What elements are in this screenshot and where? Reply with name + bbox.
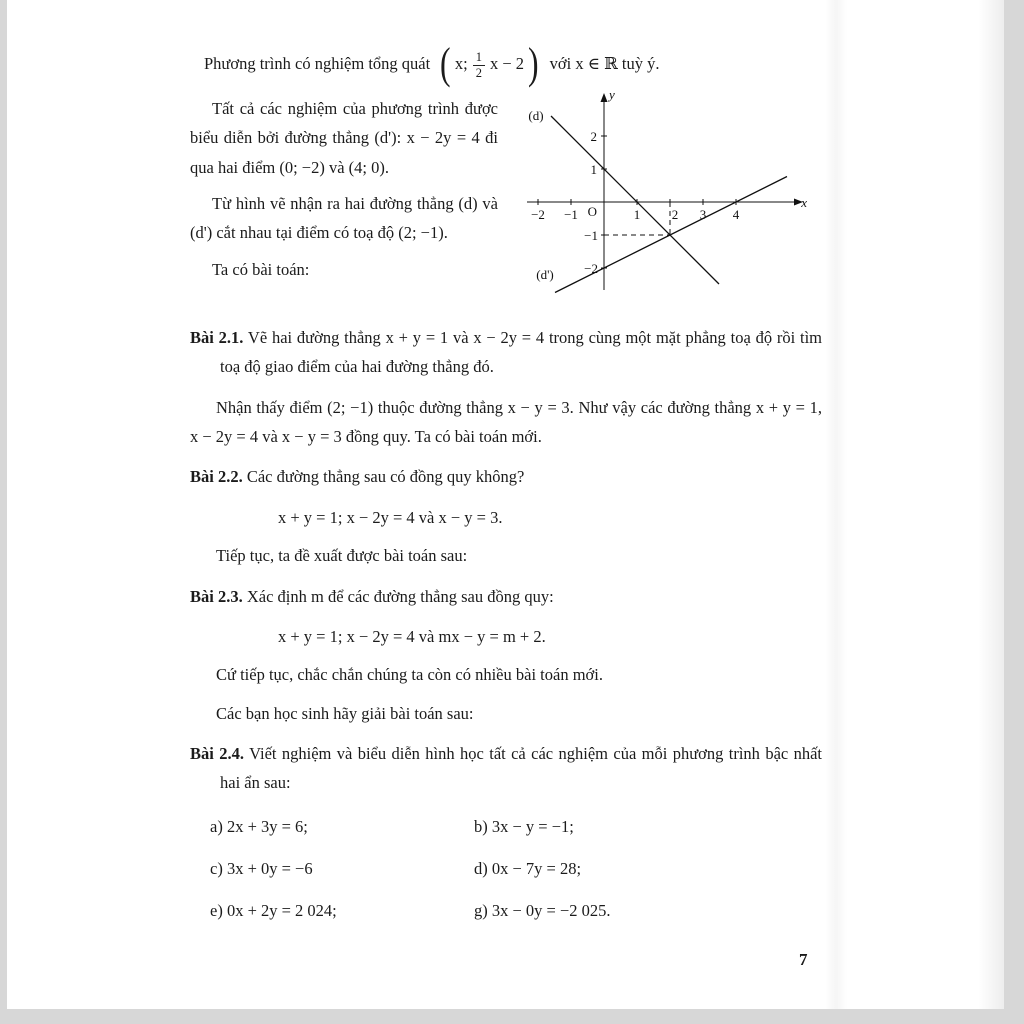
problem-2-4-equation-list	[190, 812, 822, 926]
problem-2-2-equations: x + y = 1; x − 2y = 4 và x − y = 3.	[278, 507, 503, 527]
line-d-label: (d)	[528, 108, 544, 123]
close-paren: )	[528, 39, 539, 88]
scan-edge-shadow	[978, 0, 1004, 1009]
problem-2-1	[190, 323, 822, 382]
page-number: 7	[799, 950, 808, 969]
fraction-denominator: 2	[475, 65, 482, 80]
remark-paragraph: Tiếp tục, ta đề xuất được bài toán sau:	[216, 546, 468, 566]
remark-paragraph: Nhận thấy điểm (2; −1) thuộc đường thẳng x − y = 3. Như vậy các đường thẳng x + y = 1, x − 2y = 4 và x − y = 3 đồng quy. Ta có bài toán mới.	[190, 397, 822, 447]
equation-item-d: d) 0x − 7y = 28;	[474, 859, 582, 879]
problem-2-3-equations: x + y = 1; x − 2y = 4 và mx − y = m + 2.	[278, 626, 546, 646]
text-and-figure-row	[190, 87, 822, 312]
paragraph: Tất cả các nghiệm của phương trình được biểu diễn bởi đường thẳng (d'): x − 2y = 4 đi qua hai điểm (0; −2) và (4; 0).	[190, 99, 498, 177]
problem-2-3-text: Xác định m để các đường thẳng sau đồng quy:	[246, 586, 554, 606]
paragraph: Từ hình vẽ nhận ra hai đường thẳng (d) và (d') cắt nhau tại điểm có toạ độ (2; −1).	[190, 194, 498, 243]
remark-paragraph: Cứ tiếp tục, chắc chắn chúng ta còn có nhiều bài toán mới.	[216, 665, 603, 685]
remark-paragraph: Các bạn học sinh hãy giải bài toán sau:	[216, 703, 474, 723]
problem-2-2-text: Các đường thẳng sau có đồng quy không?	[246, 467, 525, 487]
equation-item-g: g) 3x − 0y = −2 025.	[474, 901, 611, 921]
problem-2-4-label: Bài 2.4.	[190, 743, 244, 763]
x-tick-label: 3	[699, 207, 707, 222]
paragraph: Ta có bài toán:	[212, 259, 310, 279]
solution-tuple	[455, 49, 524, 80]
page-content	[190, 39, 823, 926]
problem-2-4	[190, 739, 822, 798]
x-tick-label: −1	[564, 207, 578, 222]
origin-label: O	[587, 204, 597, 219]
y-axis-arrow	[601, 93, 608, 102]
x-tick-label: 4	[732, 207, 740, 222]
coordinate-plane-figure	[509, 82, 811, 312]
figure-container	[498, 82, 822, 312]
intro-sentence	[190, 39, 822, 88]
problem-2-3-label: Bài 2.3.	[190, 586, 243, 606]
y-tick-label: −2	[584, 261, 598, 276]
problem-2-3	[190, 582, 822, 611]
equation-item-b: b) 3x − y = −1;	[474, 816, 574, 836]
problem-2-1-text: Vẽ hai đường thẳng x + y = 1 và x − 2y = 4 trong cùng một mặt phẳng toạ độ rồi tìm toạ độ giao điểm của hai đường thẳng đó.	[220, 328, 823, 377]
problem-2-2	[190, 462, 822, 491]
equation-item-c: c) 3x + 0y = −6	[210, 859, 313, 879]
y-tick-label: 2	[590, 129, 597, 144]
x-tick-label: −2	[531, 207, 545, 222]
y-tick-label: 1	[590, 162, 597, 177]
fraction-numerator: 1	[473, 50, 485, 66]
fraction-one-half	[473, 50, 485, 81]
problem-2-1-label: Bài 2.1.	[190, 328, 244, 347]
book-page	[7, 0, 1004, 1009]
x-tick-label: 1	[633, 207, 641, 222]
intro-tail-text: với x ∈ ℝ tuỳ ý.	[549, 54, 660, 74]
x-tick-label: 2	[671, 207, 679, 222]
y-tick-label: −1	[584, 228, 598, 243]
problem-2-2-label: Bài 2.2.	[190, 467, 243, 487]
equation-item-e: e) 0x + 2y = 2 024;	[210, 901, 337, 921]
x-axis-label: x	[801, 195, 807, 210]
scan-gutter-shade	[825, 0, 847, 1009]
line-d-prime-label: (d')	[536, 267, 554, 282]
tuple-expr-part: x − 2	[489, 54, 525, 74]
line-d	[551, 116, 719, 284]
side-text-column	[190, 94, 498, 312]
y-axis-label: y	[609, 87, 615, 102]
equation-item-a: a) 2x + 3y = 6;	[210, 816, 308, 836]
problem-2-4-text: Viết nghiệm và biểu diễn hình học tất cả các nghiệm của mỗi phương trình bậc nhất hai ẩn sau:	[220, 743, 823, 793]
open-paren: (	[440, 39, 451, 88]
intro-lead-text: Phương trình có nghiệm tổng quát	[204, 54, 431, 74]
tuple-x-part: x;	[454, 54, 468, 74]
